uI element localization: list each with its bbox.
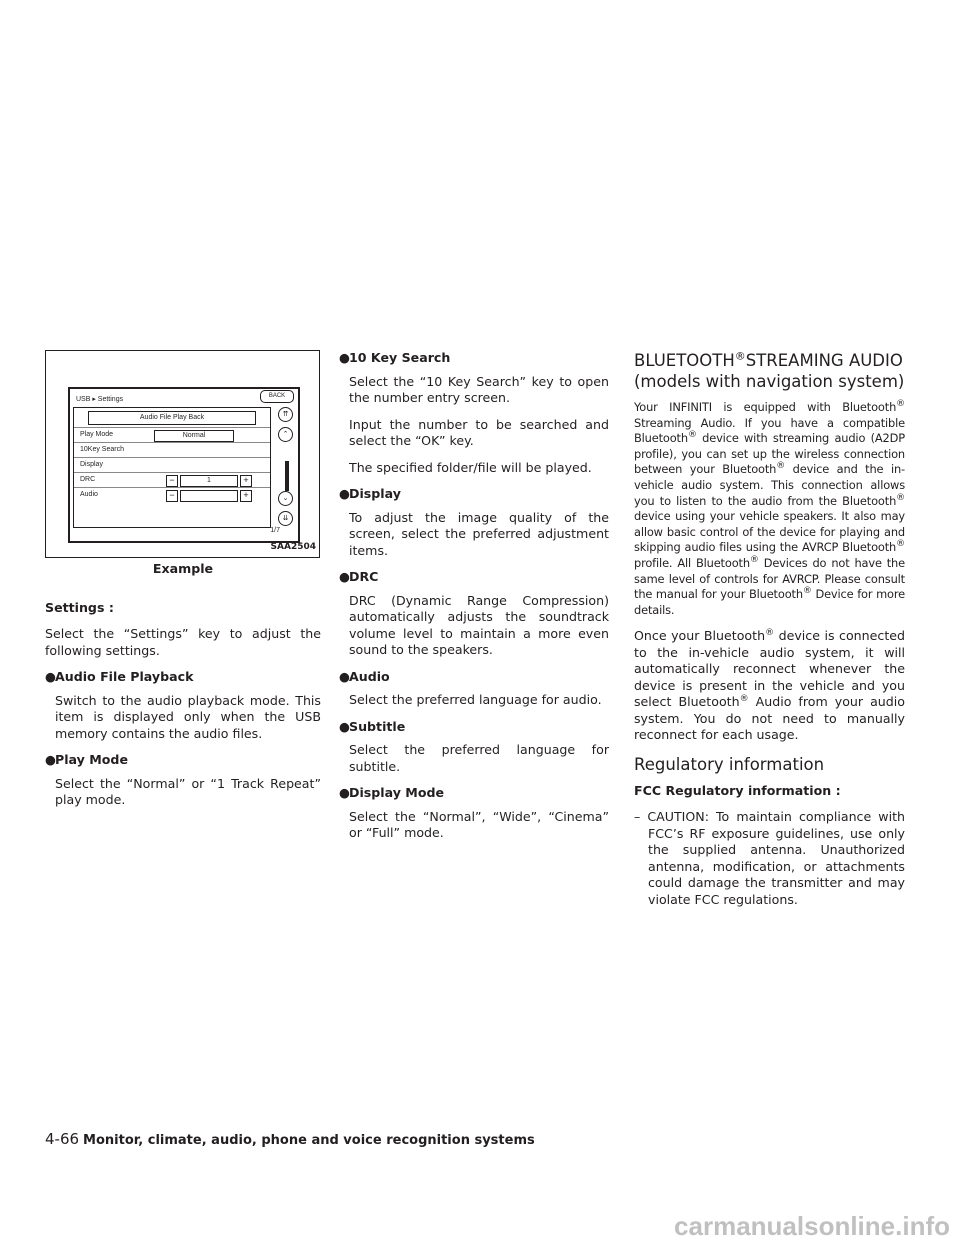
bullet-audio-file-playback: ● Audio File Playback [45, 669, 194, 684]
bullet-subtitle: ● Subtitle [339, 718, 406, 734]
bullet-play-mode: ● Play Mode [45, 752, 128, 767]
audio-file-play-back-header: Audio File Play Back [88, 411, 256, 425]
audio-value [180, 490, 238, 502]
fcc-heading: FCC Regulatory information : [634, 782, 841, 798]
10-key-search-text: Select the “10 Key Search” key to open the number entry screen. [349, 373, 609, 405]
column-right [634, 350, 905, 908]
10-key-search-text: The specified folder/file will be played. [349, 459, 592, 475]
bluetooth-intro-paragraph: Your INFINITI is equipped with Bluetooth® Streaming Audio. If you have a compatible Bluetooth® device with streaming audio (A2DP profile), you can set up the wireless connection between your Bluetooth® device and the in-vehicle audio system. This connection allows you to listen to the audio from the Bluetooth® device using your vehicle speakers. It also may allow basic control of the device for playing and skipping audio files using the AVRCP Bluetooth® profile. All Bluetooth® Devices do not have the same level of controls for AVRCP. Please consult the manual for your Bluetooth® Device for more details. [634, 399, 905, 617]
settings-screen [68, 387, 300, 543]
bluetooth-reconnect-paragraph: Once your Bluetooth® device is connected to the in-vehicle audio system, it will automatically reconnect whenever the device is present in the vehicle and you select Bluetooth® Audio from your audio system. You do not need to manually reconnect for each usage. [634, 628, 905, 743]
column-middle [339, 350, 609, 852]
settings-list [73, 407, 271, 528]
scroll-up-icon: ⌃ [278, 427, 293, 442]
bluetooth-streaming-heading: BLUETOOTH®STREAMING AUDIO (models with navigation system) [634, 349, 905, 391]
fcc-caution: – CAUTION: To maintain compliance with FCC’s RF exposure guidelines, use only the supplied antenna. Unauthorized antenna, modification, or attachments could damage the transmitter and may violate FCC regulations. [634, 809, 905, 907]
bullet-display-mode: ● Display Mode [339, 785, 445, 800]
settings-heading: Settings : [45, 599, 114, 615]
column-left [45, 350, 321, 819]
bullet-drc: ● DRC [339, 569, 379, 584]
plus-icon: + [240, 490, 252, 502]
minus-icon: − [166, 475, 178, 487]
page-number: 4-66 [45, 1130, 80, 1148]
minus-icon: − [166, 490, 178, 502]
bullet-10-key-search: ● 10 Key Search [339, 350, 451, 365]
figure-example [45, 350, 320, 558]
scroll-down-icon: ⌄ [278, 491, 293, 506]
page-footer [45, 1130, 535, 1148]
plus-icon: + [240, 475, 252, 487]
scrollbar [285, 461, 289, 491]
drc-text: DRC (Dynamic Range Compression) automatically adjusts the soundtrack volume level to maintain a more even sound to the speakers. [349, 592, 609, 657]
play-mode-value: Normal [154, 430, 234, 442]
figure-caption: Example [152, 561, 214, 576]
row-10key-search: 10Key Search [74, 442, 270, 457]
scroll-top-icon: ⇈ [278, 407, 293, 422]
play-mode-text: Select the “Normal” or “1 Track Repeat” play mode. [55, 775, 321, 807]
figure-code: SAA2504 [270, 541, 316, 552]
audio-text: Select the preferred language for audio. [349, 692, 602, 707]
display-mode-text: Select the “Normal”, “Wide”, “Cinema” or “Full” mode. [349, 808, 609, 840]
section-title: Monitor, climate, audio, phone and voice recognition systems [83, 1133, 535, 1148]
row-display: Display [74, 457, 270, 472]
regulatory-heading: Regulatory information [634, 754, 825, 774]
drc-value: 1 [180, 475, 238, 487]
row-audio: Audio − + [74, 487, 270, 502]
display-text: To adjust the image quality of the screen, select the preferred adjustment items. [349, 509, 609, 558]
row-drc: DRC − 1 + [74, 472, 270, 487]
screen-title: USB ▸ Settings [76, 396, 124, 403]
settings-intro: Select the “Settings” key to adjust the following settings. [45, 626, 321, 658]
audio-file-playback-text: Switch to the audio playback mode. This item is displayed only when the USB memory contains the audio files. [55, 692, 321, 741]
subtitle-text: Select the preferred language for subtitle. [349, 742, 609, 774]
watermark: carmanualsonline.info [674, 1211, 950, 1241]
back-button: BACK [260, 390, 294, 403]
10-key-search-text: Input the number to be searched and select the “OK” key. [349, 416, 609, 448]
bullet-audio: ● Audio [339, 668, 390, 684]
page-indicator: 1/7 [270, 526, 280, 534]
scroll-bottom-icon: ⇊ [278, 511, 293, 526]
row-play-mode: Play Mode Normal [74, 427, 270, 442]
bullet-display: ● Display [339, 486, 401, 501]
